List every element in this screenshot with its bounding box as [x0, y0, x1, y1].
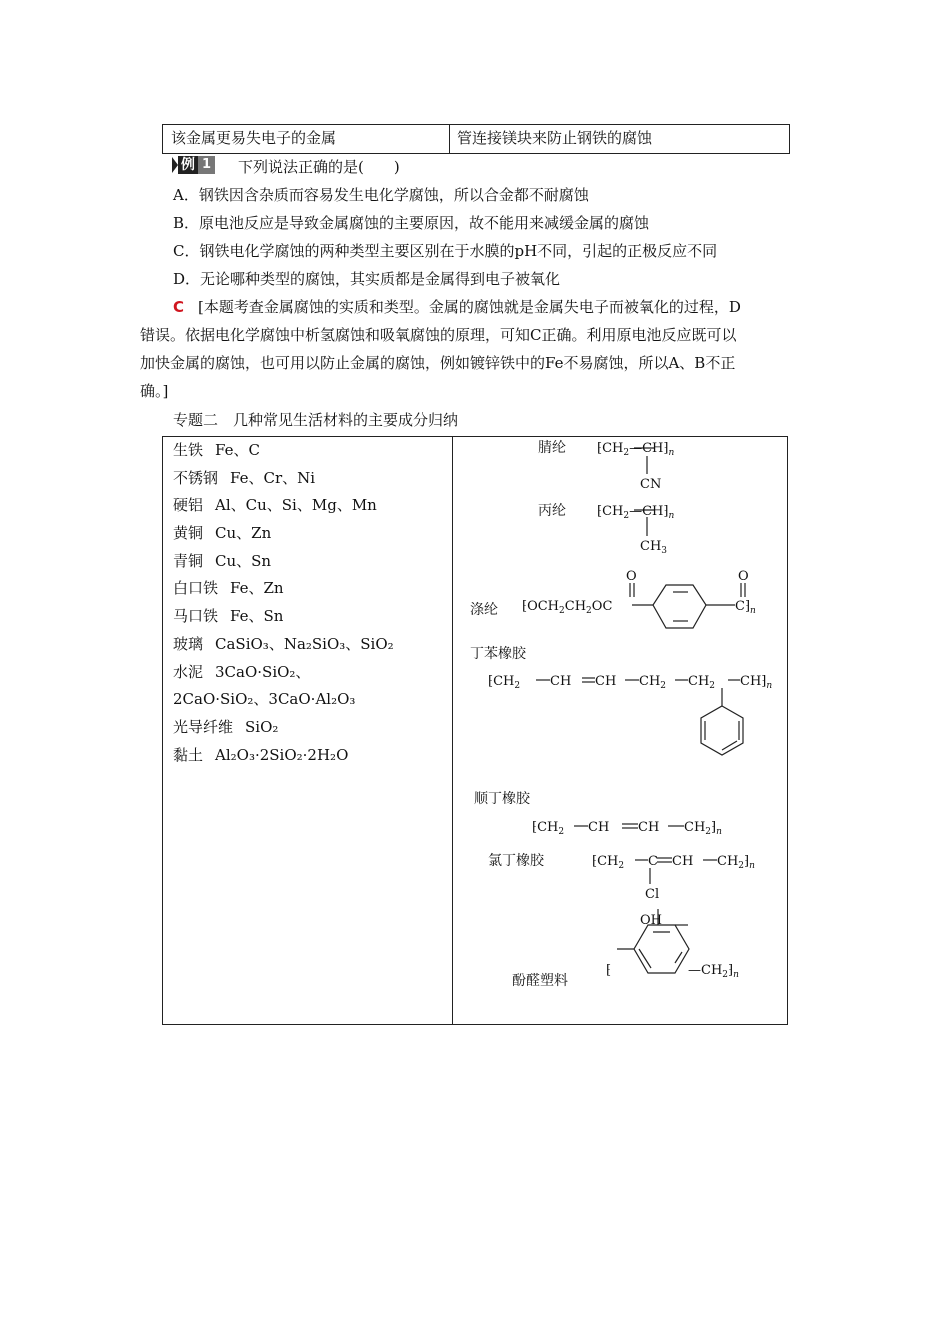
example-question: 下列说法正确的是( ) [238, 158, 400, 176]
material-formula: Fe、Zn [230, 579, 284, 598]
svg-text:⁅: ⁅ [606, 963, 612, 978]
material-formula: 2CaO·SiO₂、3CaO·Al₂O₃ [173, 690, 356, 709]
polymer-label-polypropylene: 丙纶 [538, 503, 566, 519]
svg-text:CH: CH [550, 674, 572, 689]
material-row [173, 714, 394, 742]
svg-text:—CH2⁆n: $—CH_2⁆_n$ [688, 963, 739, 980]
svg-text:CH2: $CH_2$ [688, 674, 716, 691]
materials-list [173, 437, 394, 769]
carbonyl-o-right: O [738, 569, 749, 584]
svg-text:CH: CH [588, 820, 610, 835]
material-formula: Cu、Zn [215, 524, 272, 543]
svg-text:⁅CH2: $⁅CH_2$ [532, 820, 565, 837]
material-name: 生铁 [173, 441, 204, 459]
substituent-cl: Cl [645, 887, 660, 902]
material-name: 黄铜 [173, 524, 204, 543]
material-formula: 3CaO·SiO₂、 [215, 662, 311, 681]
material-name: 青铜 [173, 551, 204, 570]
table-cell-right: 管连接镁块来防止钢铁的腐蚀 [457, 129, 653, 147]
material-formula: Fe、Sn [230, 607, 284, 626]
svg-text:⁅CH2—CH⁆n: $⁅CH_2—CH⁆_n$ [597, 504, 675, 521]
material-formula: SiO₂ [245, 717, 279, 736]
material-name: 马口铁 [173, 607, 219, 626]
option-c: C．钢铁电化学腐蚀的两种类型主要区别在于水膜的pH不同，引起的正极反应不同 [173, 242, 718, 260]
explanation-line-1: [本题考查金属腐蚀的实质和类型。金属的腐蚀就是金属失电子而被氧化的过程，D [198, 298, 741, 316]
polymer-label-polyester: 涤纶 [470, 602, 498, 618]
polymer-label-phenolic: 酚醛塑料 [512, 973, 568, 989]
top-table [162, 124, 790, 154]
svg-text:CH3: $CH_3$ [640, 539, 668, 556]
material-name: 白口铁 [173, 579, 219, 598]
material-formula: CaSiO₃、Na₂SiO₃、SiO₂ [215, 634, 394, 653]
table-cell-left: 该金属更易失电子的金属 [171, 129, 337, 147]
material-name: 不锈钢 [173, 468, 219, 487]
svg-text:CH2: $CH_2$ [639, 674, 667, 691]
substituent-cn: CN [640, 477, 662, 492]
svg-text:C⁆n: $C⁆_n$ [735, 599, 756, 616]
material-row [173, 520, 394, 548]
material-formula: Fe、C [215, 441, 260, 459]
material-row [173, 465, 394, 493]
material-row [173, 686, 394, 714]
example-tag [172, 156, 215, 174]
substituent-oh: OH [640, 913, 662, 928]
option-a: A．钢铁因含杂质而容易发生电化学腐蚀，所以合金都不耐腐蚀 [173, 186, 589, 204]
material-row [173, 437, 394, 465]
svg-text:CH: CH [638, 820, 660, 835]
material-row [173, 492, 394, 520]
option-d: D．无论哪种类型的腐蚀，其实质都是金属得到电子被氧化 [173, 270, 561, 288]
svg-text:CH: CH [672, 854, 694, 869]
material-formula: Cu、Sn [215, 551, 272, 570]
material-formula: Al、Cu、Si、Mg、Mn [215, 496, 377, 515]
svg-text:CH⁆n: $CH⁆_n$ [740, 674, 773, 691]
material-formula: Fe、Cr、Ni [230, 468, 316, 487]
material-row [173, 659, 394, 687]
svg-text:⁅CH2: $⁅CH_2$ [488, 674, 521, 691]
svg-text:CH2⁆n: $CH_2⁆_n$ [684, 820, 722, 837]
material-row [173, 548, 394, 576]
material-name: 硬铝 [173, 496, 204, 515]
polymer-label-br: 顺丁橡胶 [474, 791, 530, 807]
material-row [173, 631, 394, 659]
explanation-line-4: 确。] [140, 382, 169, 400]
example-tag-word: 例 [178, 156, 198, 174]
carbonyl-o-left: O [626, 569, 637, 584]
material-name: 光导纤维 [173, 717, 234, 736]
polymer-label-acrylic: 腈纶 [538, 440, 566, 456]
svg-text:C: C [648, 854, 658, 869]
svg-text:⁅OCH2CH2OC: $⁅OCH_2CH_2OC$ [522, 599, 613, 616]
material-name: 黏土 [173, 745, 204, 764]
explanation-line-2: 错误。依据电化学腐蚀中析氢腐蚀和吸氧腐蚀的原理，可知C正确。利用原电池反应既可以 [140, 326, 737, 344]
material-formula: Al₂O₃·2SiO₂·2H₂O [215, 745, 349, 764]
option-b: B．原电池反应是导致金属腐蚀的主要原因，故不能用来减缓金属的腐蚀 [173, 214, 650, 232]
polymer-structures [452, 437, 788, 1025]
material-row [173, 575, 394, 603]
svg-text:CH2⁆n: $CH_2⁆_n$ [717, 854, 755, 871]
svg-text:CH: CH [595, 674, 617, 689]
answer-letter: C [173, 298, 185, 316]
table-divider [449, 125, 450, 153]
example-tag-number: 1 [198, 156, 215, 174]
material-name: 玻璃 [173, 634, 204, 653]
svg-text:⁅CH2—CH⁆n: $⁅CH_2—CH⁆_n$ [597, 441, 675, 458]
polymer-label-sbr: 丁苯橡胶 [470, 646, 526, 662]
material-row [173, 742, 394, 770]
explanation-line-3: 加快金属的腐蚀，也可用以防止金属的腐蚀，例如镀锌铁中的Fe不易腐蚀，所以A、B不正 [140, 354, 736, 372]
svg-text:⁅CH2: $⁅CH_2$ [592, 854, 625, 871]
material-name: 水泥 [173, 662, 204, 681]
topic2-heading: 专题二 几种常见生活材料的主要成分归纳 [173, 411, 459, 429]
polymer-label-cr: 氯丁橡胶 [488, 853, 544, 869]
material-row [173, 603, 394, 631]
